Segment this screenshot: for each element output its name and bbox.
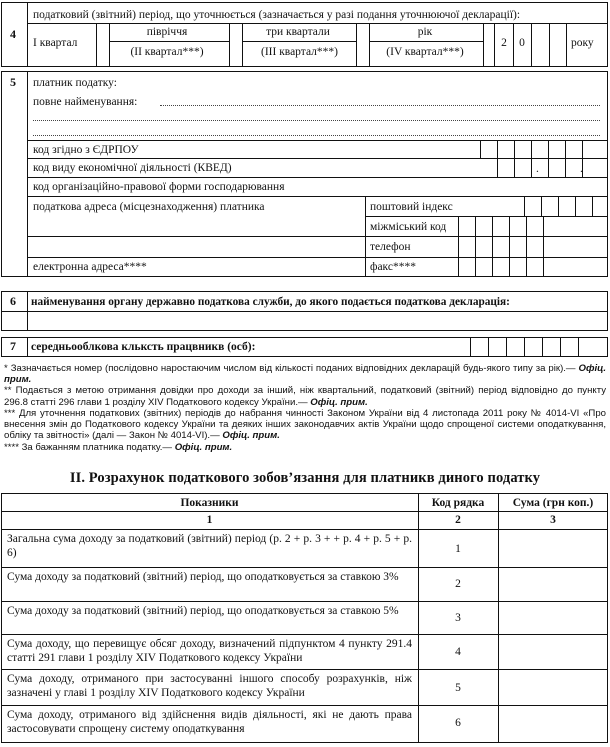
section-7-number: 7 [10, 339, 16, 353]
section-4-caption: податковий (звітний) період, що уточнюється (зазначається у разі подання уточнюючої декларації): [33, 9, 521, 21]
row-sum-input[interactable] [499, 602, 607, 633]
table-row: Сума доходу за податковий (звітний) період, що оподатковується за ставкою 3% [7, 571, 399, 583]
intercity-code-label: міжміський код [370, 221, 447, 233]
full-name-line-1[interactable] [160, 105, 600, 106]
half-year-checkbox[interactable] [229, 23, 243, 67]
note-4: **** За бажанням платника податку.— Офіц. прим. [4, 441, 233, 453]
section-5-number: 5 [10, 75, 16, 89]
row-code: 1 [455, 543, 461, 555]
table-row: Сума доходу за податковий (звітний) період, що оподатковується за ставкою 5% [7, 605, 399, 617]
part-2-title: II. Розрахунок податкового зобов’язання для платникв диного податку [69, 470, 541, 486]
postal-index-boxes[interactable] [524, 196, 608, 216]
q1-label: I квартал [33, 37, 78, 49]
half-year-sub: (II квартал***) [130, 46, 204, 58]
full-name-line-2[interactable] [33, 120, 600, 121]
row-sum-input[interactable] [499, 706, 607, 742]
row-code: 6 [455, 717, 461, 729]
row-code: 3 [455, 612, 461, 624]
note-1: * Зазначається номер (послідовно наростаючим числом від кількості поданих відповідних декларацій будь-якого типу за рік).— Офіц. прим. [4, 363, 606, 386]
address-label: податкова адреса (місцезнаходження) платника [33, 201, 265, 213]
email-label: електронна адреса**** [33, 261, 147, 273]
kved-dot-2: . [580, 163, 583, 175]
phone-boxes[interactable] [458, 236, 608, 257]
fax-boxes[interactable] [458, 257, 608, 277]
intercity-code-boxes[interactable] [458, 216, 608, 236]
section-6-number: 6 [10, 294, 16, 308]
header-num-1: 1 [206, 514, 213, 526]
table-row: Сума доходу, отриманого від здійснення видів діяльності, які не дають права застосовувати спрощену систему оподаткування [7, 709, 412, 736]
kved-boxes[interactable] [497, 158, 608, 177]
opf-input[interactable] [370, 177, 608, 196]
row-code: 2 [455, 578, 461, 590]
opf-label: код організаційно-правової форми господарювання [33, 181, 285, 193]
address-input[interactable] [27, 215, 365, 257]
tax-authority-input[interactable] [27, 311, 608, 331]
row-sum-input[interactable] [499, 530, 607, 566]
table-row: Сума доходу, отриманого при застосуванні іншого способу розрахунків, ніж зазначені у главі 1 розділу XIV Податкового кодексу України [7, 673, 412, 700]
half-year-label: півріччя [146, 26, 188, 38]
edrpou-label: код згідно з ЄДРПОУ [33, 144, 139, 156]
row-sum-input[interactable] [499, 670, 607, 704]
kved-dot-1: . [536, 163, 539, 175]
kved-label: код виду економічної діяльності (КВЕД) [33, 162, 232, 174]
year-suffix: року [571, 37, 594, 49]
section-6-text: найменування органу державно податкова служби, до якого подається податкова декларація: [31, 296, 510, 308]
header-row-code: Код рядка [431, 497, 485, 509]
year-label: рік [417, 26, 433, 38]
payer-label: платник податку: [33, 77, 117, 89]
year-digit-2: 0 [519, 37, 525, 49]
year-checkbox[interactable] [483, 23, 495, 67]
header-num-3: 3 [550, 514, 556, 526]
three-quarters-checkbox[interactable] [356, 23, 370, 67]
row-sum-input[interactable] [499, 635, 607, 668]
section-4-number: 4 [10, 27, 16, 41]
table-row: Загальна сума доходу за податковий (звітний) період (р. 2 + р. 3 + + р. 4 + р. 5 + р. 6) [7, 533, 412, 560]
three-quarters-label: три квартали [266, 26, 330, 38]
year-sub: (IV квартал***) [386, 46, 464, 58]
section-7-text: середньооблкова кльксть працвникв (осб): [31, 341, 256, 353]
header-num-2: 2 [455, 514, 461, 526]
footnotes [4, 363, 606, 453]
q1-checkbox[interactable] [96, 23, 110, 67]
full-name-line-3[interactable] [33, 135, 600, 136]
phone-label: телефон [370, 241, 411, 253]
row-sum-input[interactable] [499, 568, 607, 600]
full-name-label: повне найменування: [33, 96, 138, 108]
header-sum: Сума (грн коп.) [512, 497, 594, 509]
three-quarters-sub: (III квартал***) [261, 46, 338, 58]
edrpou-boxes[interactable] [480, 140, 608, 158]
fax-label: факс**** [370, 261, 416, 273]
employees-count-boxes[interactable] [470, 337, 608, 357]
table-row: Сума доходу, що перевищує обсяг доходу, визначений підпунктом 4 пункту 291.4 статті 291 глави 1 розділу XIV Податкового кодексу України [7, 638, 412, 665]
row-code: 4 [455, 646, 461, 658]
postal-index-label: поштовий індекс [370, 201, 453, 213]
year-digit-1: 2 [501, 37, 507, 49]
note-3: *** Для уточнення податкових (звітних) періодів до набрання чинності Законом України від 4 листопада 2011 року № 4014-VI «Про внесення змін до Податкового кодексу України та деяких інших законодавчих актів України щодо спрощеної системи оподаткування, обліку та звітності» (далі — Закон № 4014-VI).— Офіц. прим. [4, 407, 606, 442]
row-code: 5 [455, 682, 461, 694]
header-indicators: Показники [180, 497, 239, 509]
note-2: ** Подається з метою отримання довідки про доходи за інший, ніж квартальний, податковий (звітний) період відповідно до пункту 296.8 статті 296 глави 1 розділу XIV Податкового кодексу України.— Офіц. прим. [4, 385, 606, 408]
